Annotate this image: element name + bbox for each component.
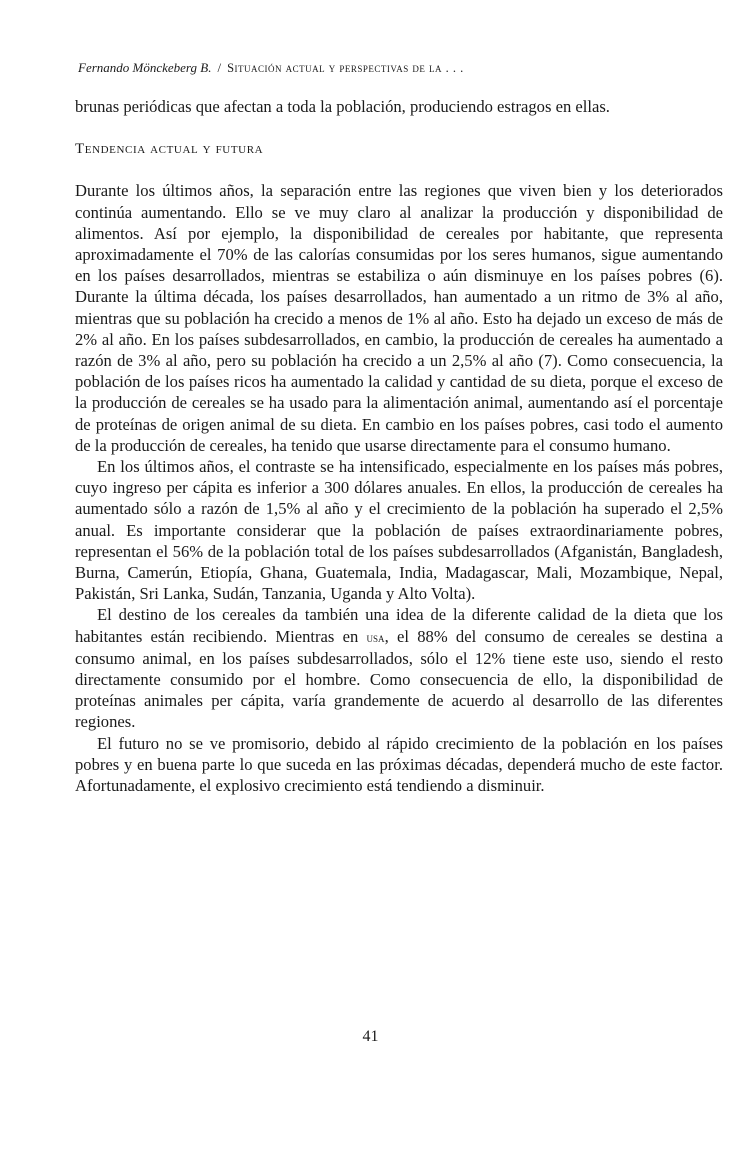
section-title: Tendencia actual y futura (75, 141, 264, 158)
paragraph-3 (75, 604, 723, 732)
paragraph-4: El futuro no se ve promisorio, debido al rápido crecimiento de la población en los países pobres y en buena parte lo que suceda en las próximas décadas, dependerá mucho de este factor. Afortunadamente, el explosivo crecimiento está tendiendo a disminuir. (75, 733, 723, 796)
running-header (78, 60, 638, 76)
intro-paragraph: brunas periódicas que afectan a toda la población, produciendo estragos en ellas. (75, 97, 610, 116)
paragraph-3-part-2: , el 88% del consumo de cereales se destina a consumo animal, en los países subdesarrollados, sólo el 12% tiene este uso, siendo el resto directamente consumido por el hombre. Como consecuencia de ello, la disponibilidad de proteínas animales per cápita, varía grandemente de acuerdo al desarrollo de las diferentes regiones. (75, 626, 723, 732)
paragraph-2: En los últimos años, el contraste se ha intensificado, especialmente en los países más pobres, cuyo ingreso per cápita es inferior a 300 dólares anuales. En ellos, la producción de cereales ha aumentado sólo a razón de 1,5% al año y el crecimiento de la población ha superado el 2,5% anual. Es importante considerar que la población de países extraordinariamente pobres, representan el 56% de la población total de los países subdesarrollados (Afganistán, Bangladesh, Burna, Camerún, Etiopía, Ghana, Guatemala, India, Madagascar, Mali, Mozambique, Nepal, Pakistán, Sri Lanka, Sudán, Tanzania, Uganda y Alto Volta). (75, 457, 723, 604)
paragraph-3-part-1: El destino de los cereales da también una idea de la diferente calidad de la dieta que los habitantes están recibiendo. Mientras en (75, 605, 723, 646)
paragraph-3-usa: usa (366, 629, 385, 645)
page-number: 41 (362, 1028, 379, 1045)
header-title: Situación actual y perspectivas de la . . . (227, 61, 464, 75)
header-author: Fernando Mönckeberg B. (78, 60, 212, 75)
body-text (75, 96, 723, 796)
paragraph-1: Durante los últimos años, la separación entre las regiones que viven bien y los deteriorados continúa aumentando. Ello se ve muy claro al analizar la producción y disponibilidad de alimentos. Así por ejemplo, la disponibilidad de cereales por habitante, que representa aproximadamente el 70% de las calorías consumidas por los seres humanos, sigue aumentando en los países desarrollados, mientras se estabiliza o aún disminuye en los países pobres (6). Durante la última década, los países desarrollados, han aumentado a un ritmo de 3% al año, mientras que su población ha crecido a menos de 1% al año. Esto ha dejado un exceso de más de 2% al año. En los países subdesarrollados, en cambio, la producción de cereales ha aumentado a razón de 3% al año, pero su población ha crecido a un 2,5% al año (7). Como consecuencia, la población de los países ricos ha aumentado la calidad y cantidad de su dieta, porque el exceso de la producción de cereales se ha usado para la alimentación animal, aumentando así el porcentaje de proteínas de origen animal de su dieta. En cambio en los países pobres, casi todo el aumento de la producción de cereales, ha tenido que usarse directamente para el consumo humano. (75, 181, 723, 455)
header-separator: / (217, 60, 222, 75)
